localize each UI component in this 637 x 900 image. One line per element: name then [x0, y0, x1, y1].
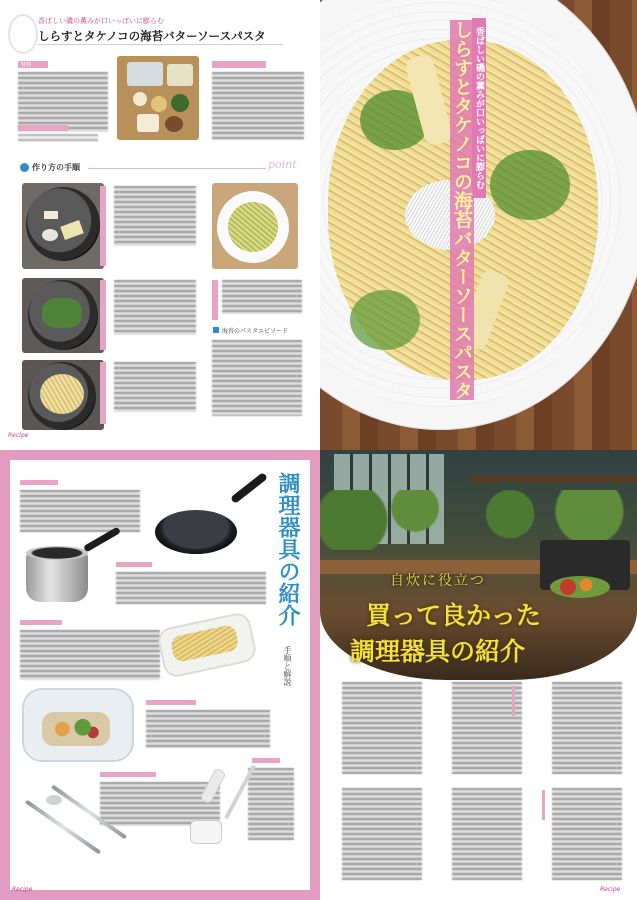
step2-text	[114, 280, 196, 335]
finished-dish-photo	[212, 183, 298, 269]
tools-footer: Recipe	[12, 886, 33, 893]
title-underline	[38, 44, 283, 45]
hero-subtitle-band	[472, 18, 486, 198]
step3-photo	[22, 360, 104, 430]
ingredients-note-bar	[18, 125, 68, 131]
step2-photo	[22, 278, 104, 353]
tools-subtitle: 手順と解説	[283, 646, 292, 686]
ingredients-list	[18, 72, 108, 132]
recipe-subtitle: 香ばしい磯の薫みが口いっぱいに膨らむ	[38, 17, 164, 25]
step3-text	[114, 362, 196, 412]
kitchen-page	[320, 450, 637, 900]
ingredients-note	[18, 134, 98, 142]
tool4-tag	[146, 700, 196, 705]
tools-title: 調理器具の紹介	[275, 472, 301, 626]
steps-heading: 作り方の手順	[32, 163, 80, 172]
article-col-6	[552, 788, 622, 880]
step1-text	[114, 186, 196, 246]
tool2-text	[116, 572, 266, 604]
recipe-page	[0, 0, 320, 450]
spatula-head	[190, 820, 222, 844]
steps-heading-line	[88, 168, 266, 169]
frying-pan	[155, 510, 237, 554]
saucepan-rim	[26, 546, 88, 560]
step1-photo	[22, 183, 104, 269]
spoon-bowl	[46, 795, 62, 805]
article-col-3	[552, 682, 622, 774]
tool6-text	[248, 768, 294, 840]
step1-marker	[100, 186, 106, 266]
tool3-tag	[20, 620, 62, 625]
kitchen-title-2: 調理器具の紹介	[350, 637, 526, 666]
tool3-text	[20, 630, 160, 680]
point-script: point	[268, 158, 297, 171]
step4-marker	[212, 280, 218, 320]
veg-bowl	[550, 576, 610, 598]
step3-marker	[100, 362, 106, 424]
episode-text	[212, 340, 302, 416]
episode-icon	[213, 327, 219, 333]
recipe-title: しらすとタケノコの海苔バターソースパスタ	[38, 29, 266, 43]
seaweed-patch-3	[350, 290, 420, 350]
shelf	[470, 476, 637, 482]
article-col-5	[452, 788, 522, 880]
ingredients-photo	[117, 56, 199, 140]
kitchen-footer: Recipe	[600, 886, 621, 893]
step4-text	[222, 280, 302, 314]
tool1-tag	[20, 480, 58, 485]
tool1-text	[20, 490, 140, 532]
ingredients-tag-label: 材料	[21, 62, 32, 68]
tool2-tag	[116, 562, 152, 567]
decorative-numeral	[8, 14, 38, 54]
column-accent-1	[512, 686, 515, 716]
episode-heading: 海苔のパスタエピソード	[222, 328, 289, 335]
intro-tag	[212, 61, 266, 68]
tools-page	[0, 450, 320, 900]
seaweed-patch-2	[490, 150, 570, 220]
ingredients-tag	[18, 61, 48, 68]
article-col-1	[342, 682, 422, 774]
kitchen-arc-text: 自炊に役立つ	[390, 573, 486, 589]
hero-subtitle: 香ばしい磯の薫みが口いっぱいに膨らむ	[474, 27, 484, 189]
hero-title-band	[450, 20, 474, 400]
intro-text	[212, 72, 304, 140]
column-accent-2	[542, 790, 545, 820]
tool4-text	[146, 710, 270, 748]
kitchen-title-1: 買って良かった	[366, 601, 542, 630]
tool5-tag	[100, 772, 156, 777]
steps-heading-icon	[20, 163, 29, 172]
tool6-tag	[252, 758, 280, 763]
step2-marker	[100, 280, 106, 350]
hero-page	[320, 0, 637, 450]
hero-title: しらすとタケノコの海苔バターソースパスタ	[451, 20, 473, 400]
recipe-footer: Recipe	[8, 432, 29, 439]
steamer-dish	[22, 688, 134, 762]
article-col-4	[342, 788, 422, 880]
